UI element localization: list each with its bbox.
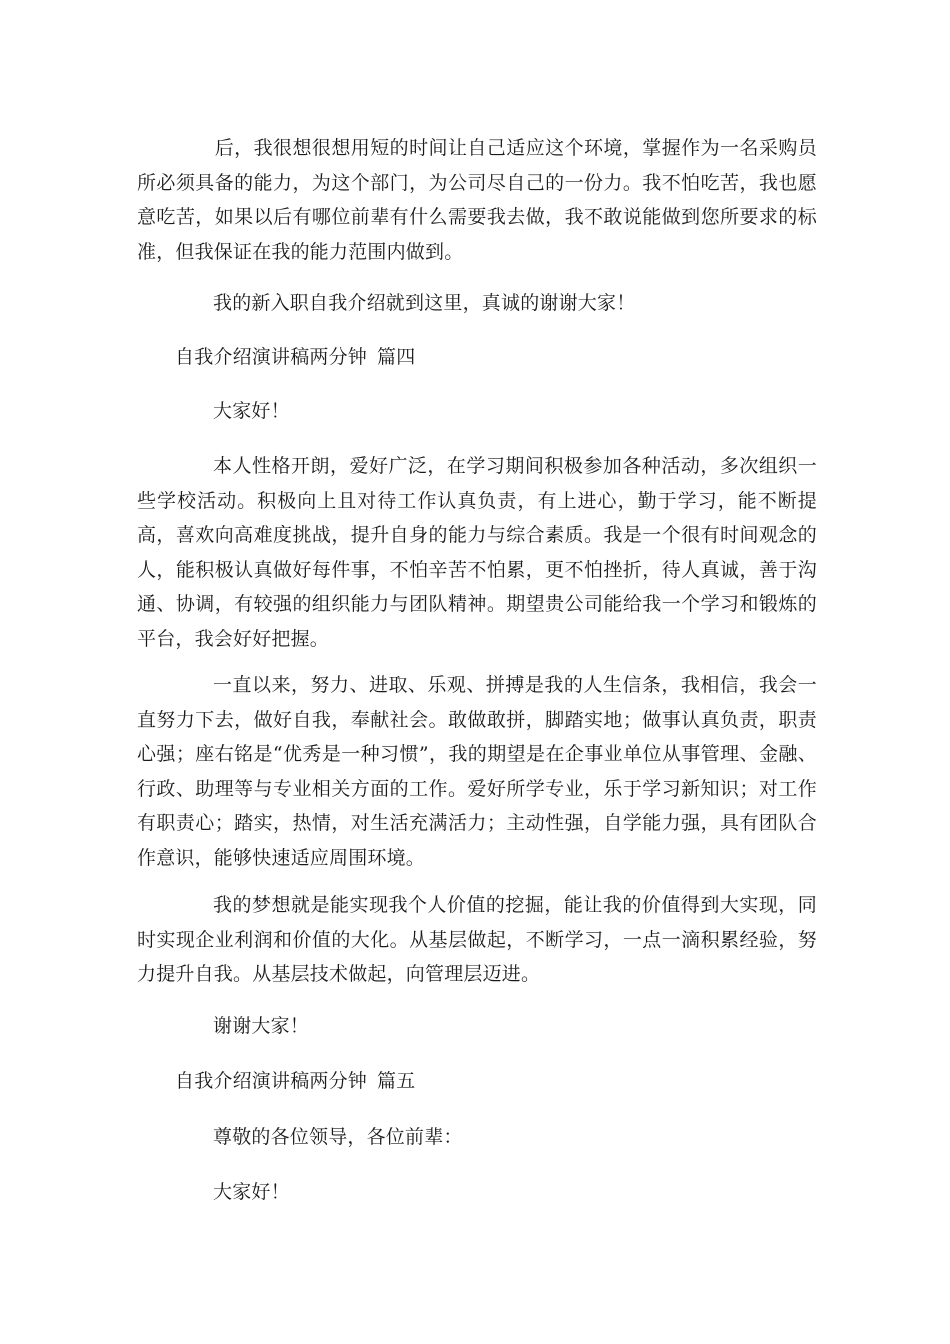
- paragraph-greeting-2: 大家好！: [213, 1181, 290, 1203]
- section-heading-number: 篇四: [377, 346, 416, 368]
- paragraph-closing-thanks: 我的新入职自我介绍就到这里，真诚的谢谢大家！: [213, 292, 636, 314]
- paragraph-adaptation: 后，我很想很想用短的时间让自己适应这个环境，掌握作为一名采购员所必须具备的能力，为这个部门，为公司尽自己的一份力。我不怕吃苦，我也愿意吃苦，如果以后有哪位前辈有什么需要我去做，我不敢说能做到您所要求的标准，但我保证在我的能力范围内做到。: [137, 137, 817, 263]
- section-heading-5: [175, 1064, 415, 1098]
- paragraph-dream: 我的梦想就是能实现我个人价值的挖掘，能让我的价值得到大实现，同时实现企业利润和价值的大化。从基层做起，不断学习，一点一滴积累经验，努力提升自我。从基层技术做起，向管理层迈进。: [137, 894, 817, 986]
- paragraph-greeting: 大家好！: [213, 400, 290, 422]
- section-heading-4: [175, 340, 415, 374]
- section-heading-number: 篇五: [377, 1070, 416, 1092]
- section-heading-title: 自我介绍演讲稿两分钟: [175, 346, 368, 368]
- paragraph-salutation: 尊敬的各位领导，各位前辈：: [213, 1126, 463, 1148]
- paragraph-thanks: 谢谢大家！: [213, 1015, 310, 1037]
- paragraph-personality: 本人性格开朗，爱好广泛，在学习期间积极参加各种活动，多次组织一些学校活动。积极向上且对待工作认真负责，有上进心，勤于学习，能不断提高，喜欢向高难度挑战，提升自身的能力与综合素质。我是一个很有时间观念的人，能积极认真做好每件事，不怕辛苦不怕累，更不怕挫折，待人真诚，善于沟通、协调，有较强的组织能力与团队精神。期望贵公司能给我一个学习和锻炼的平台，我会好好把握。: [137, 455, 817, 650]
- paragraph-motto: 一直以来，努力、进取、乐观、拼搏是我的人生信条，我相信，我会一直努力下去，做好自我，奉献社会。敢做敢拼，脚踏实地；做事认真负责，职责心强；座右铭是“优秀是一种习惯”，我的期望是在企事业单位从事管理、金融、行政、助理等与专业相关方面的工作。爱好所学专业，乐于学习新知识；对工作有职责心；踏实，热情，对生活充满活力；主动性强，自学能力强，具有团队合作意识，能够快速适应周围环境。: [137, 674, 817, 869]
- section-heading-title: 自我介绍演讲稿两分钟: [175, 1070, 368, 1092]
